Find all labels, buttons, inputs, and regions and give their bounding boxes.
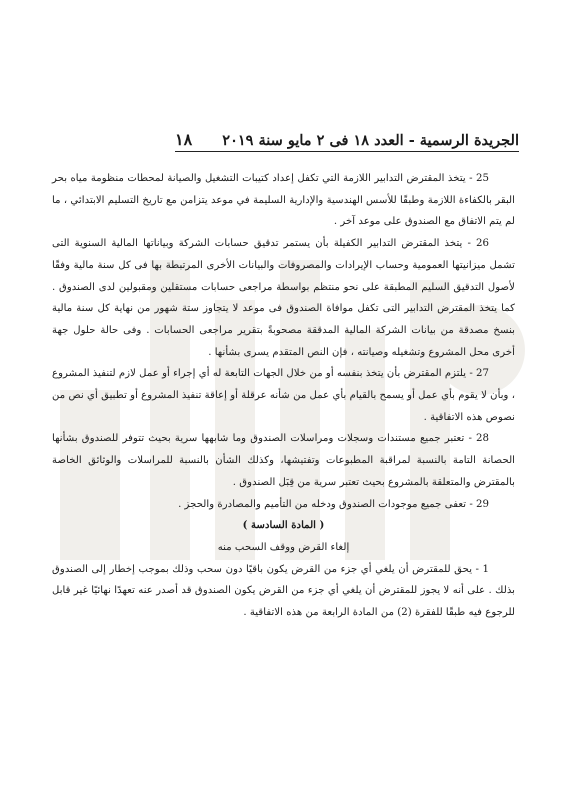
clause-26: 26 - يتخذ المقترض التدابير الكفيلة بأن يستمر تدقيق حسابات الشركة وبياناتها المالية السنوية التى تشمل ميزانيتها العمومية وحساب الإيرادات والمصروفات والبيانات الأخرى المرتبطة بها فى كل سنة مالية وفقًا لأصول التدقيق السليم المطبقة على نحو منتظم بواسطة مراجعى حسابات مستقلين ومقبولين لدى الصندوق . كما يتخذ المقترض التدابير التى تكفل موافاة الصندوق فى موعد لا يتجاوز ستة شهور من نهاية كل سنة مالية بنسخ مصدقة من بيانات الشركة المالية المدققة مصحوبةً بتقرير مراجعى الحسابات . وفى حالة حلول جهة أخرى محل المشروع وتشغيله وصيانته ، فإن النص المتقدم يسرى بشأنها . (52, 238, 515, 358)
document-body (52, 168, 515, 624)
article-title: ( المادة السادسة ) (242, 519, 325, 532)
page-header (175, 130, 519, 149)
page-number: ١٨ (175, 130, 193, 149)
clause-29: 29 - تعفى جميع موجودات الصندوق ودخله من التأميم والمصادرة والحجز . (178, 498, 489, 510)
article-clause-1: 1 - يحق للمقترض أن يلغي أي جزء من القرض يكون باقيًا دون سحب وذلك بموجب إخطار إلى الصندوق بذلك . على أنه لا يجوز للمقترض أن يلغي أي جزء من القرض يكون الصندوق قد أصدر عنه تعهدًا نهائيًا غير قابل للرجوع فيه طبقًا للفقرة (2) من المادة الرابعة من هذه الاتفاقية . (52, 563, 515, 619)
clause-27: 27 - يلتزم المقترض بأن يتخذ بنفسه أو من خلال الجهات التابعة له أي إجراء أو عمل لازم لتنفيذ المشروع ، وبأن لا يقوم بأي عمل أو يسمح بالقيام بأي عمل من شأنه عرقلة أو إعاقة تنفيذ المشروع أو تطبيق أي نص من نصوص هذه الاتفاقية . (52, 368, 515, 423)
clause-25: 25 - يتخذ المقترض التدابير اللازمة التي تكفل إعداد كتيبات التشغيل والصيانة لمحطات منظومة مياه بحر البقر بالكفاءة اللازمة وطبقًا للأسس الهندسية والإدارية السليمة في موعد يتزامن مع تاريخ التسليم الابتدائي ، ما لم يتم الاتفاق مع الصندوق على موعد آخر . (52, 173, 515, 228)
clause-28: 28 - تعتبر جميع مستندات وسجلات ومراسلات الصندوق وما شابهها سرية بحيث تتوفر للصندوق بشأنها الحصانة التامة بالنسبة لمراقبة المطبوعات وتفتيشها، وكذلك الشأن بالنسبة للمراسلات والوثائق الخاصة بالمقترض والمتعلقة بالمشروع بحيث تعتبر سرية من قِبَل الصندوق . (52, 433, 515, 488)
article-subtitle: إلغاء القرض ووقف السحب منه (217, 541, 350, 553)
header-rule (175, 151, 519, 152)
gazette-title: الجريدة الرسمية - العدد ١٨ فى ٢ مايو سنة ٢٠١٩ (222, 132, 519, 149)
